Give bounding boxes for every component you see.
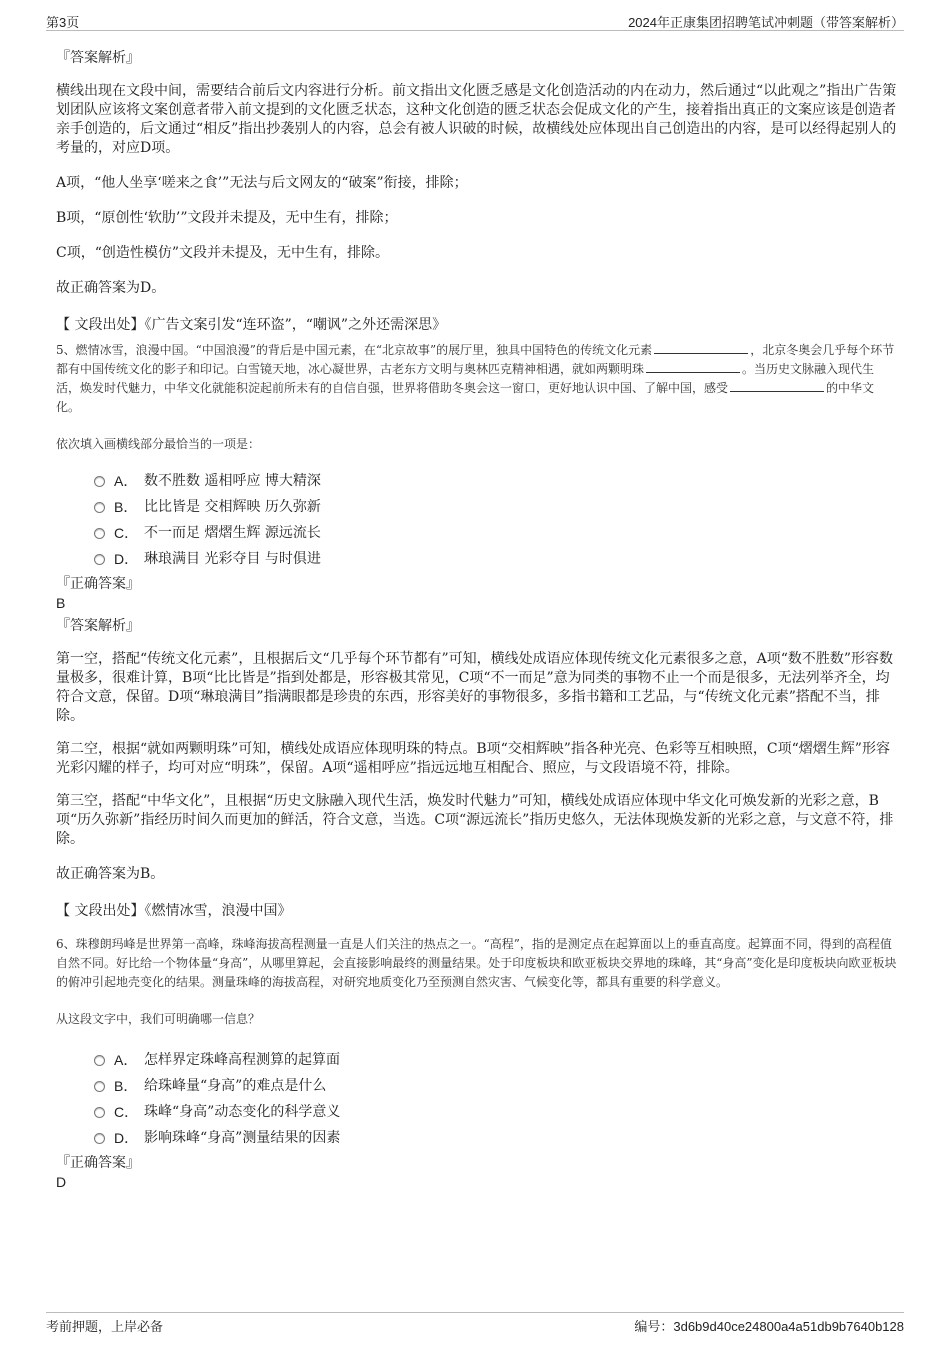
- q5-stem-part: ，北京冬奥会几乎每个环节都有中国传统文化的影子和印记。白雪镜天地，冰心凝世界，古老东方文明与奥林匹克精神相遇，就如两颗明珠: [56, 343, 895, 376]
- page-header: [46, 8, 904, 31]
- q5-correct-label: 『正确答案』: [56, 576, 140, 592]
- footer-slogan: 考前押题，上岸必备: [46, 1320, 164, 1335]
- option-letter: A．: [114, 1052, 138, 1068]
- option-letter: C．: [114, 1104, 139, 1120]
- q5-options: [94, 468, 898, 572]
- page-content: [56, 40, 898, 1191]
- document-code-value: 3d6b9d40ce24800a4a51db9b7640b128: [673, 1319, 904, 1334]
- option-text: 影响珠峰“身高”测量结果的因素: [144, 1130, 341, 1146]
- option-letter: B．: [114, 1078, 138, 1094]
- option-letter: B．: [114, 499, 138, 515]
- fill-blank: [646, 360, 740, 373]
- q4-analysis-paragraph: 横线出现在文段中间，需要结合前后文内容进行分析。前文指出文化匮乏感是文化创造活动的内在动力，然后通过“以此观之”指出广告策划团队应该将文案创意者带入前文提到的文化匮乏状态，这种文化创造的匮乏状态会促成文化的产生，接着指出真正的文案应该是创造者亲手创造的，后文通过“相反”指出抄袭别人的内容，总会有被人识破的时候，故横线处应体现出自己创造出的内容，是可以经得起别人的考量的，对应D项。: [56, 83, 897, 156]
- q5-analysis-blank-3: 第三空，搭配“中华文化”，且根据“历史文脉融入现代生活，焕发时代魅力”可知，横线处成语应体现中华文化可焕发新的光彩之意，B项“历久弥新”指经历时间久而更加的鲜活，符合文意，当选。C项“源远流长”指历史悠久，无法体现焕发新的光彩之意，与文意不符，排除。: [56, 793, 894, 847]
- q5-analysis-blank-2: 第二空，根据“就如两颗明珠”可知，横线处成语应体现明珠的特点。B项“交相辉映”指各种光亮、色彩等互相映照，C项“熠熠生辉”形容光彩闪耀的样子，均可对应“明珠”，保留。A项“遥相呼应”指远远地互相配合、照应，与文段语境不符，排除。: [56, 741, 890, 776]
- q5-correct-answer: B: [56, 595, 66, 611]
- option-text: 琳琅满目 光彩夺目 与时俱进: [144, 551, 321, 567]
- q5-source: 【 文段出处】《燃情冰雪，浪漫中国》: [56, 903, 292, 919]
- document-code: [634, 1316, 904, 1335]
- q6-option-a[interactable]: [94, 1047, 898, 1073]
- option-text: 给珠峰量“身高”的难点是什么: [144, 1078, 327, 1094]
- q5-option-b[interactable]: [94, 494, 898, 520]
- radio-icon[interactable]: [94, 1133, 105, 1144]
- option-text: 数不胜数 遥相呼应 博大精深: [144, 473, 321, 489]
- q5-stem-part: 5、燃情冰雪，浪漫中国。“中国浪漫”的背后是中国元素，在“北京故事”的展厅里，独具中国特色的传统文化元素: [56, 343, 653, 357]
- radio-icon[interactable]: [94, 528, 105, 539]
- q6-option-d[interactable]: [94, 1125, 898, 1151]
- document-title: 2024年正康集团招聘笔试冲刺题（带答案解析）: [628, 15, 904, 30]
- radio-icon[interactable]: [94, 1055, 105, 1066]
- q5-stem-part: 的中华文化。: [56, 381, 875, 414]
- q6-option-b[interactable]: [94, 1073, 898, 1099]
- q5-stem-part: 。当历史文脉融入现代生活，焕发时代魅力，中华文化就能积淀起前所未有的自信自强，世界将借助冬奥会这一窗口，更好地认识中国、了解中国，感受: [56, 362, 875, 395]
- q4-analysis-option-b: B项，“原创性‘软肋’”文段并未提及，无中生有，排除；: [56, 210, 398, 226]
- radio-icon[interactable]: [94, 554, 105, 565]
- q4-analysis-label: 『答案解析』: [56, 50, 140, 66]
- radio-icon[interactable]: [94, 1081, 105, 1092]
- option-letter: C．: [114, 525, 139, 541]
- q4-conclusion: 故正确答案为D。: [56, 280, 166, 296]
- page-number: 第3页: [46, 15, 80, 30]
- radio-icon[interactable]: [94, 476, 105, 487]
- option-text: 怎样界定珠峰高程测算的起算面: [144, 1052, 340, 1068]
- option-letter: A．: [114, 473, 138, 489]
- q6-question: 从这段文字中，我们可明确哪一信息？: [56, 1012, 261, 1026]
- radio-icon[interactable]: [94, 1107, 105, 1118]
- q6-options: [94, 1047, 898, 1151]
- q5-analysis-blank-1: 第一空，搭配“传统文化元素”，且根据后文“几乎每个环节都有”可知，横线处成语应体现传统文化元素很多之意，A项“数不胜数”形容数量极多，很难计算，B项“比比皆是”指到处都是，形容极其常见，C项“不一而足”意为同类的事物不止一个而是很多，无法列举齐全，均符合文意，保留。D项“琳琅满目”指满眼都是珍贵的东西，形容美好的事物很多，多指书籍和工艺品，与“传统文化元素”搭配不当，排除。: [56, 651, 894, 724]
- q5-stem: [56, 341, 898, 417]
- q6-option-c[interactable]: [94, 1099, 898, 1125]
- fill-blank: [730, 379, 824, 392]
- q6-correct-answer: D: [56, 1174, 67, 1190]
- document-code-label: 编号：: [634, 1320, 674, 1335]
- q5-option-d[interactable]: [94, 546, 898, 572]
- q6-correct-label: 『正确答案』: [56, 1155, 140, 1171]
- option-letter: D．: [114, 551, 139, 567]
- q5-analysis-label: 『答案解析』: [56, 618, 140, 634]
- page-footer: [46, 1312, 904, 1337]
- q4-analysis-option-a: A项，“他人坐享‘嗟来之食’”无法与后文网友的“破案”衔接，排除；: [56, 175, 468, 191]
- q4-analysis-option-c: C项，“创造性模仿”文段并未提及，无中生有，排除。: [56, 245, 390, 261]
- q5-option-a[interactable]: [94, 468, 898, 494]
- option-text: 不一而足 熠熠生辉 源远流长: [144, 525, 321, 541]
- q5-option-c[interactable]: [94, 520, 898, 546]
- option-text: 珠峰“身高”动态变化的科学意义: [144, 1104, 341, 1120]
- q4-source: 【 文段出处】《广告文案引发“连环盗”，“嘲讽”之外还需深思》: [56, 317, 447, 333]
- q6-stem: 6、珠穆朗玛峰是世界第一高峰，珠峰海拔高程测量一直是人们关注的热点之一。“高程”，指的是测定点在起算面以上的垂直高度。起算面不同，得到的高程值自然不同。好比给一个物体量“身高”，从哪里算起，会直接影响最终的测量结果。处于印度板块和欧亚板块交界地的珠峰，其“身高”变化是印度板块向欧亚板块的俯冲引起地壳变化的结果。测量珠峰的海拔高程，对研究地质变化乃至预测自然灾害、气候变化等，都具有重要的科学意义。: [56, 937, 897, 989]
- q5-question: 依次填入画横线部分最恰当的一项是：: [56, 437, 261, 451]
- radio-icon[interactable]: [94, 502, 105, 513]
- option-text: 比比皆是 交相辉映 历久弥新: [144, 499, 321, 515]
- q5-conclusion: 故正确答案为B。: [56, 866, 165, 882]
- option-letter: D．: [114, 1130, 139, 1146]
- fill-blank: [654, 341, 748, 354]
